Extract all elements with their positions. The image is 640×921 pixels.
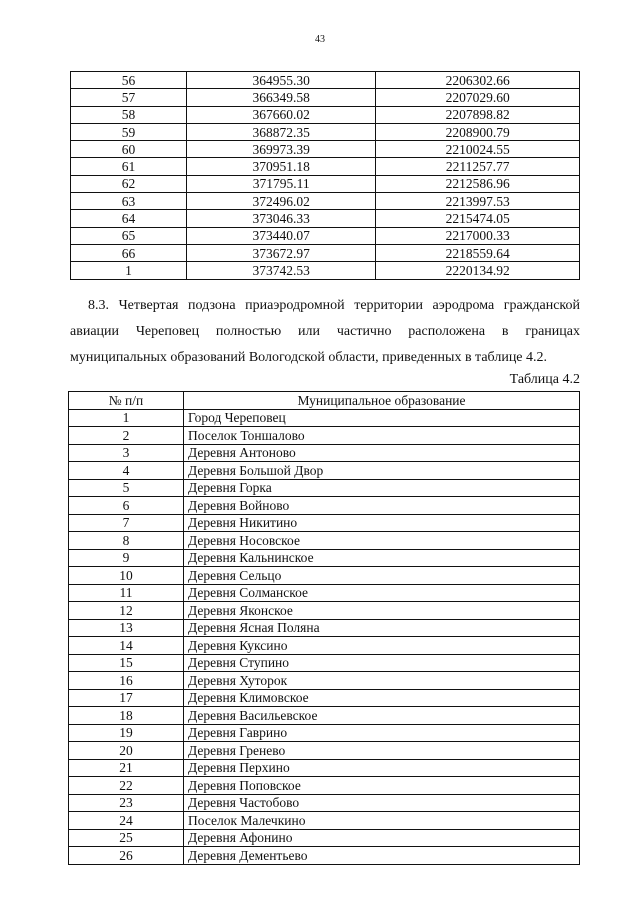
coord-row [71,141,580,158]
x-coordinate-cell: 373046.33 [186,210,376,227]
municipality-row [69,584,580,602]
coord-row [71,227,580,244]
x-coordinate-cell: 364955.30 [186,72,376,89]
y-coordinate-cell: 2207029.60 [376,89,580,106]
municipality-number-cell: 19 [69,724,184,742]
municipality-name-cell: Деревня Носовское [184,532,580,550]
x-coordinate-cell: 370951.18 [186,158,376,175]
municipality-name-cell: Деревня Климовское [184,689,580,707]
municipality-name-cell: Деревня Яконское [184,602,580,620]
municipality-name-cell: Деревня Войново [184,497,580,515]
municipality-row [69,409,580,427]
municipality-row [69,602,580,620]
y-coordinate-cell: 2211257.77 [376,158,580,175]
municipality-row [69,707,580,725]
municipality-row [69,672,580,690]
coord-row [71,210,580,227]
municipality-row [69,794,580,812]
coord-row [71,244,580,261]
point-number-cell: 56 [71,72,187,89]
coordinates-table [70,71,580,280]
point-number-cell: 64 [71,210,187,227]
municipality-row [69,479,580,497]
municipality-name-cell: Поселок Тоншалово [184,427,580,445]
municipality-name-cell: Деревня Большой Двор [184,462,580,480]
paragraph-8-3 [70,293,580,371]
x-coordinate-cell: 372496.02 [186,193,376,210]
coordinates-table-body [71,72,580,280]
coord-row [71,193,580,210]
municipality-number-cell: 1 [69,409,184,427]
x-coordinate-cell: 373742.53 [186,262,376,279]
municipality-number-cell: 26 [69,847,184,865]
municipality-name-cell: Деревня Перхино [184,759,580,777]
municipality-number-cell: 17 [69,689,184,707]
municipality-name-cell: Поселок Малечкино [184,812,580,830]
municipality-row [69,812,580,830]
table-caption: Таблица 4.2 [509,372,580,387]
municipality-row [69,444,580,462]
municipality-number-cell: 10 [69,567,184,585]
y-coordinate-cell: 2207898.82 [376,106,580,123]
point-number-cell: 63 [71,193,187,210]
municipality-number-cell: 20 [69,742,184,760]
point-number-cell: 1 [71,262,187,279]
municipality-number-cell: 11 [69,584,184,602]
coord-row [71,72,580,89]
municipality-number-cell: 8 [69,532,184,550]
municipality-row [69,567,580,585]
header-number: № п/п [69,392,184,410]
point-number-cell: 58 [71,106,187,123]
point-number-cell: 65 [71,227,187,244]
y-coordinate-cell: 2217000.33 [376,227,580,244]
municipality-row [69,549,580,567]
municipality-row [69,514,580,532]
municipality-number-cell: 16 [69,672,184,690]
municipality-name-cell: Деревня Поповское [184,777,580,795]
municipality-number-cell: 7 [69,514,184,532]
municipality-row [69,532,580,550]
municipality-number-cell: 3 [69,444,184,462]
municipality-row [69,777,580,795]
municipality-number-cell: 2 [69,427,184,445]
point-number-cell: 62 [71,175,187,192]
paragraph-line-1: 8.3. Четвертая подзона приаэродромной территории аэродрома гражданской [88,298,580,313]
municipality-number-cell: 18 [69,707,184,725]
municipality-number-cell: 9 [69,549,184,567]
x-coordinate-cell: 368872.35 [186,123,376,140]
municipality-name-cell: Деревня Дементьево [184,847,580,865]
municipality-name-cell: Деревня Афонино [184,829,580,847]
y-coordinate-cell: 2206302.66 [376,72,580,89]
municipality-row [69,497,580,515]
municipality-name-cell: Деревня Куксино [184,637,580,655]
municipality-row [69,742,580,760]
point-number-cell: 66 [71,244,187,261]
municipality-row [69,829,580,847]
municipality-name-cell: Деревня Гренево [184,742,580,760]
municipality-number-cell: 25 [69,829,184,847]
point-number-cell: 59 [71,123,187,140]
municipality-name-cell: Город Череповец [184,409,580,427]
municipality-name-cell: Деревня Сельцо [184,567,580,585]
x-coordinate-cell: 369973.39 [186,141,376,158]
coord-row [71,89,580,106]
y-coordinate-cell: 2212586.96 [376,175,580,192]
y-coordinate-cell: 2220134.92 [376,262,580,279]
x-coordinate-cell: 373672.97 [186,244,376,261]
y-coordinate-cell: 2210024.55 [376,141,580,158]
x-coordinate-cell: 373440.07 [186,227,376,244]
municipality-number-cell: 15 [69,654,184,672]
y-coordinate-cell: 2215474.05 [376,210,580,227]
point-number-cell: 60 [71,141,187,158]
header-name: Муниципальное образование [184,392,580,410]
municipality-row [69,759,580,777]
municipalities-table [68,391,580,865]
municipality-name-cell: Деревня Кальнинское [184,549,580,567]
x-coordinate-cell: 366349.58 [186,89,376,106]
municipality-row [69,637,580,655]
municipality-number-cell: 6 [69,497,184,515]
municipality-row [69,847,580,865]
municipality-number-cell: 23 [69,794,184,812]
coord-row [71,175,580,192]
municipality-number-cell: 13 [69,619,184,637]
y-coordinate-cell: 2208900.79 [376,123,580,140]
municipality-name-cell: Деревня Никитино [184,514,580,532]
municipalities-header-row [69,392,580,410]
x-coordinate-cell: 371795.11 [186,175,376,192]
municipality-number-cell: 5 [69,479,184,497]
municipality-row [69,619,580,637]
municipality-name-cell: Деревня Солманское [184,584,580,602]
y-coordinate-cell: 2218559.64 [376,244,580,261]
municipality-name-cell: Деревня Ступино [184,654,580,672]
municipality-row [69,462,580,480]
municipality-name-cell: Деревня Ясная Поляна [184,619,580,637]
coord-row [71,106,580,123]
point-number-cell: 61 [71,158,187,175]
municipality-row [69,654,580,672]
point-number-cell: 57 [71,89,187,106]
paragraph-line-2: авиации Череповец полностью или частично расположена в границах [70,324,580,339]
municipality-name-cell: Деревня Частобово [184,794,580,812]
municipality-name-cell: Деревня Антоново [184,444,580,462]
municipality-name-cell: Деревня Гаврино [184,724,580,742]
coord-row [71,123,580,140]
municipality-name-cell: Деревня Горка [184,479,580,497]
municipality-number-cell: 24 [69,812,184,830]
municipality-row [69,724,580,742]
coord-row [71,158,580,175]
x-coordinate-cell: 367660.02 [186,106,376,123]
municipality-row [69,689,580,707]
municipality-name-cell: Деревня Хуторок [184,672,580,690]
page-number: 43 [315,34,325,45]
municipality-number-cell: 22 [69,777,184,795]
municipality-number-cell: 21 [69,759,184,777]
coord-row [71,262,580,279]
y-coordinate-cell: 2213997.53 [376,193,580,210]
municipality-name-cell: Деревня Васильевское [184,707,580,725]
municipalities-table-body [69,409,580,864]
municipality-number-cell: 4 [69,462,184,480]
municipality-number-cell: 12 [69,602,184,620]
paragraph-line-3: муниципальных образований Вологодской области, приведенных в таблице 4.2. [70,350,548,365]
municipality-number-cell: 14 [69,637,184,655]
municipality-row [69,427,580,445]
